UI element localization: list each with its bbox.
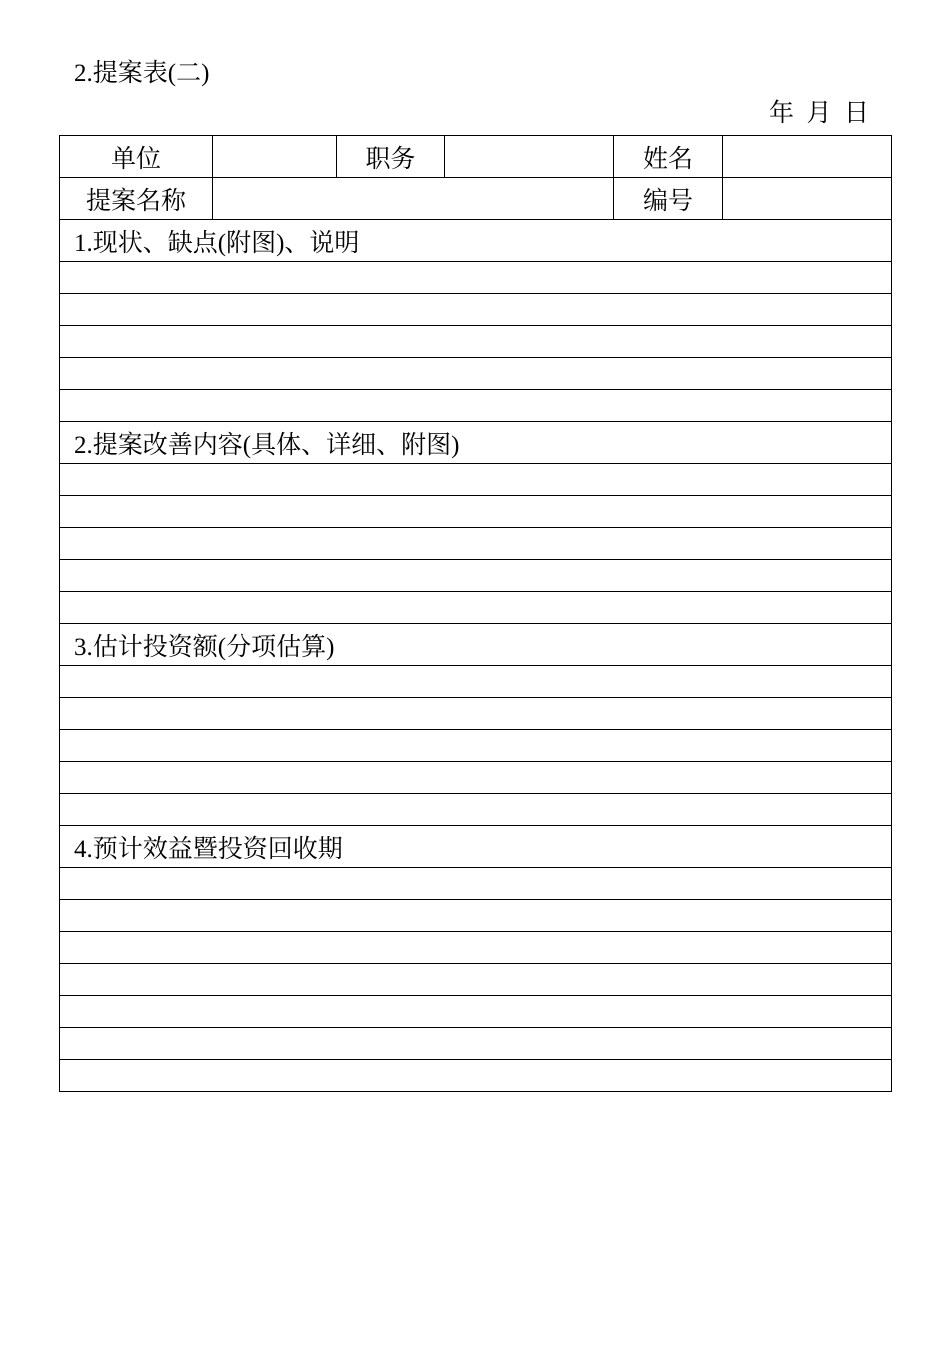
blank-line-cell[interactable]: [60, 932, 892, 964]
name-input-cell[interactable]: [723, 136, 892, 178]
unit-label: 单位: [60, 136, 213, 178]
blank-line-row: [60, 868, 892, 900]
blank-line-row: [60, 900, 892, 932]
blank-line-row: [60, 294, 892, 326]
section-4-title: 4.预计效益暨投资回收期: [60, 826, 892, 868]
position-label: 职务: [337, 136, 445, 178]
blank-line-row: [60, 1028, 892, 1060]
blank-line-cell[interactable]: [60, 964, 892, 996]
section-header-row: [60, 826, 892, 868]
section-header-row: [60, 422, 892, 464]
blank-line-cell[interactable]: [60, 464, 892, 496]
blank-line-row: [60, 932, 892, 964]
section-header-row: [60, 624, 892, 666]
blank-line-cell[interactable]: [60, 390, 892, 422]
blank-line-cell[interactable]: [60, 1028, 892, 1060]
blank-line-row: [60, 1060, 892, 1092]
number-label: 编号: [614, 178, 723, 220]
section-3-title: 3.估计投资额(分项估算): [60, 624, 892, 666]
blank-line-row: [60, 592, 892, 624]
blank-line-row: [60, 698, 892, 730]
blank-line-row: [60, 730, 892, 762]
blank-line-row: [60, 528, 892, 560]
name-label: 姓名: [614, 136, 723, 178]
blank-line-cell[interactable]: [60, 528, 892, 560]
position-input-cell[interactable]: [445, 136, 614, 178]
blank-line-row: [60, 666, 892, 698]
section-1-title: 1.现状、缺点(附图)、说明: [60, 220, 892, 262]
blank-line-row: [60, 496, 892, 528]
blank-line-cell[interactable]: [60, 996, 892, 1028]
section-2-title: 2.提案改善内容(具体、详细、附图): [60, 422, 892, 464]
proposal-name-label: 提案名称: [60, 178, 213, 220]
blank-line-cell[interactable]: [60, 900, 892, 932]
blank-line-cell[interactable]: [60, 762, 892, 794]
blank-line-row: [60, 464, 892, 496]
blank-line-row: [60, 262, 892, 294]
blank-line-row: [60, 762, 892, 794]
blank-line-cell[interactable]: [60, 326, 892, 358]
blank-line-cell[interactable]: [60, 868, 892, 900]
number-input-cell[interactable]: [723, 178, 892, 220]
form-title: 2.提案表(二): [74, 60, 210, 87]
blank-line-cell[interactable]: [60, 358, 892, 390]
blank-line-cell[interactable]: [60, 592, 892, 624]
blank-line-cell[interactable]: [60, 560, 892, 592]
blank-line-cell[interactable]: [60, 698, 892, 730]
blank-line-cell[interactable]: [60, 1060, 892, 1092]
blank-line-cell[interactable]: [60, 496, 892, 528]
blank-line-row: [60, 794, 892, 826]
blank-line-cell[interactable]: [60, 294, 892, 326]
blank-line-cell[interactable]: [60, 262, 892, 294]
blank-line-row: [60, 996, 892, 1028]
proposal-form-table: [59, 135, 892, 1092]
header-row-2: [60, 178, 892, 220]
header-row-1: [60, 136, 892, 178]
date-line: 年 月 日: [769, 100, 870, 127]
blank-line-cell[interactable]: [60, 794, 892, 826]
blank-line-row: [60, 964, 892, 996]
blank-line-cell[interactable]: [60, 730, 892, 762]
proposal-name-input-cell[interactable]: [213, 178, 614, 220]
blank-line-row: [60, 358, 892, 390]
unit-input-cell[interactable]: [213, 136, 337, 178]
section-header-row: [60, 220, 892, 262]
blank-line-row: [60, 326, 892, 358]
blank-line-cell[interactable]: [60, 666, 892, 698]
blank-line-row: [60, 560, 892, 592]
blank-line-row: [60, 390, 892, 422]
